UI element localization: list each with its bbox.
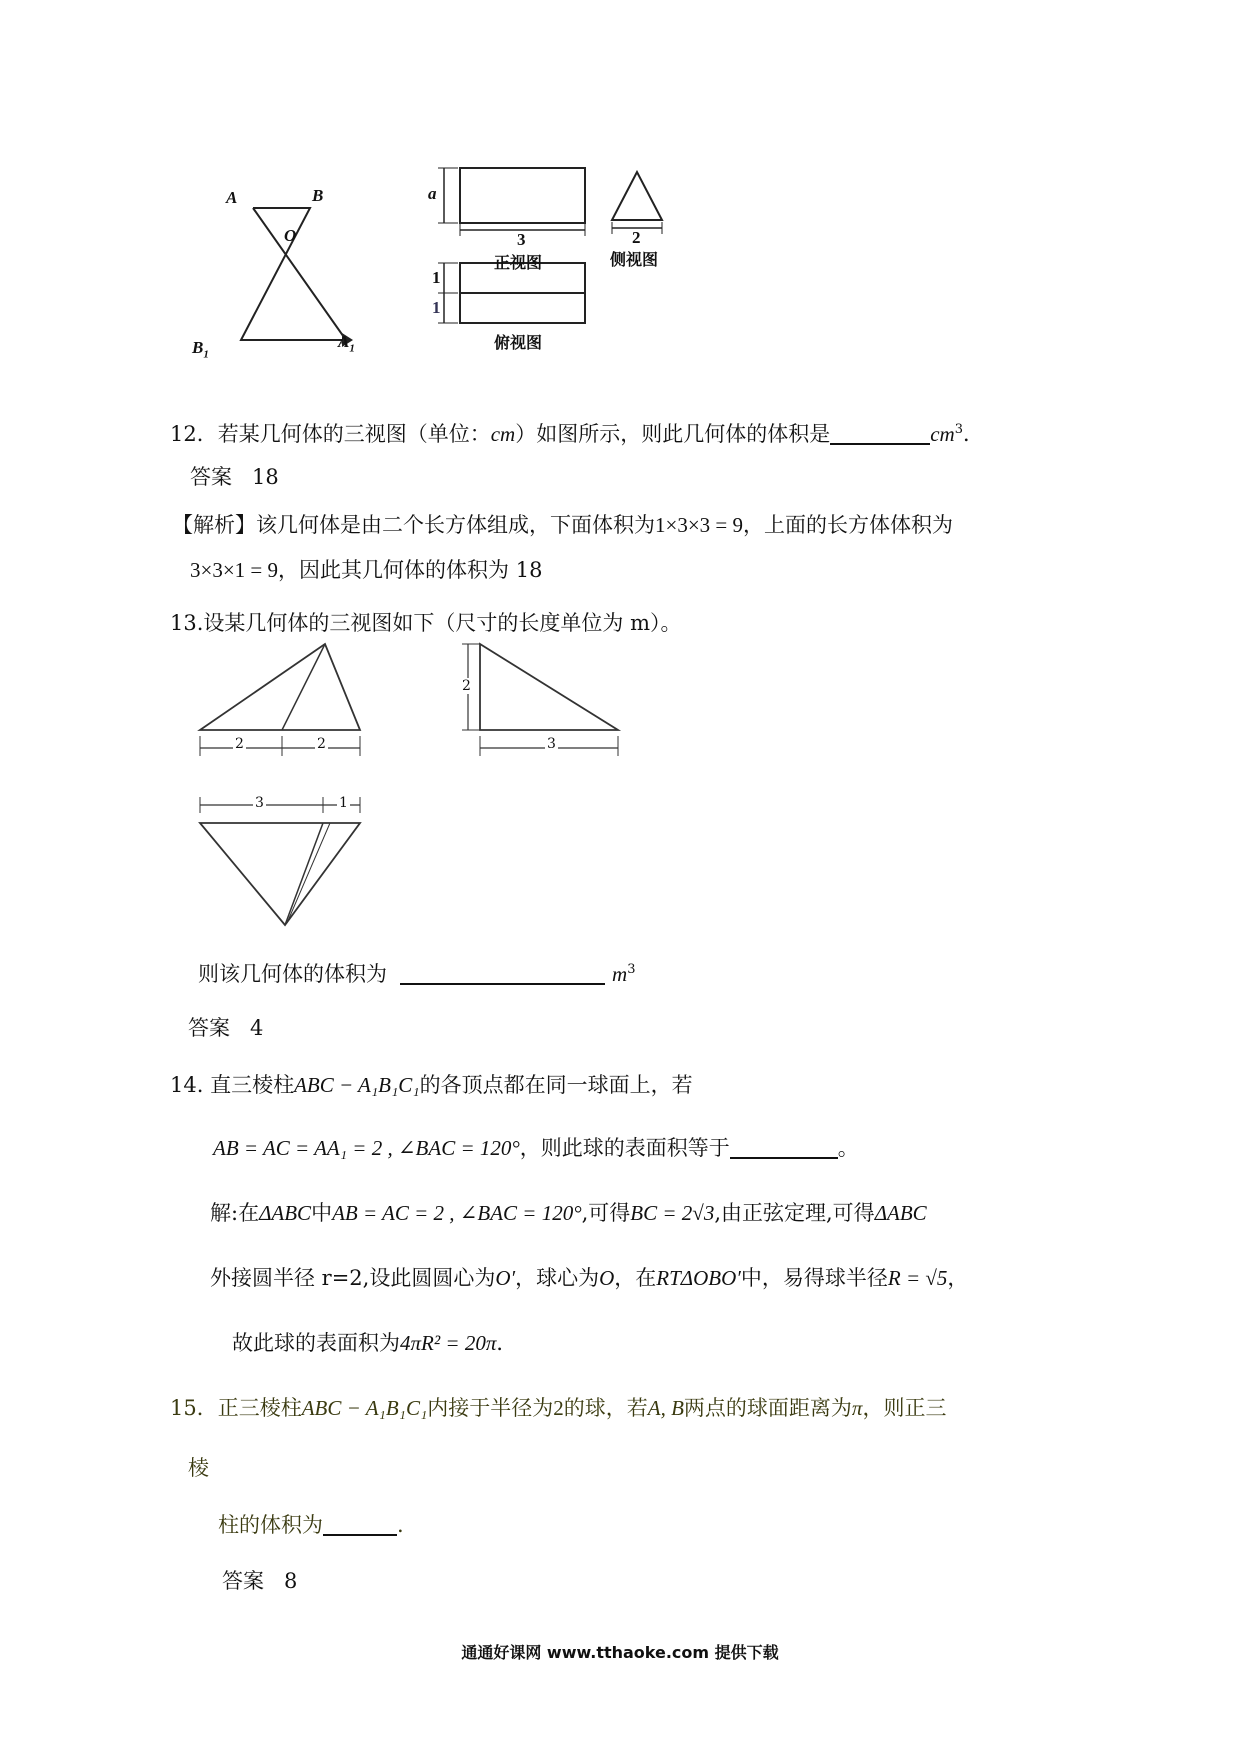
- q12-stem: 12．若某几何体的三视图（单位：cm）如图所示，则此几何体的体积是 $cm^3$．: [170, 422, 985, 446]
- q14-solution-line3: 故此球的表面积为4πR² = 20π．: [232, 1331, 518, 1355]
- side-width-label: 2: [632, 228, 641, 247]
- q13-front-view: [195, 640, 415, 765]
- q13-top-view-diagram: [195, 795, 415, 935]
- q14-solution-line1: 解:在ΔABC中AB = AC = 2 , ∠BAC = 120°,可得BC = 2√3,由正弦定理,可得ΔABC: [210, 1201, 927, 1225]
- q14-solution-line2: 外接圆半径 r=2,设此圆圆心为O′，球心为O，在RTΔOBO′中，易得球半径R = √5，: [210, 1266, 969, 1290]
- fig1-three-views: [420, 150, 720, 390]
- top-upper-label: 1: [432, 268, 441, 287]
- q13-front-view-diagram: [195, 640, 415, 765]
- q15-line3: 柱的体积为 .: [218, 1513, 404, 1537]
- side-view-caption: 侧视图: [610, 250, 659, 269]
- q12-analysis-line2: 3×3×1 = 9，因此其几何体的体积为 18: [190, 558, 543, 582]
- q13-top-dim-right: 1: [339, 795, 348, 811]
- q15-answer: 答案 8: [222, 1569, 298, 1593]
- point-label-a1: $A_1$: [338, 332, 355, 355]
- q13-side-view: [460, 640, 630, 765]
- q15-answer-blank[interactable]: [323, 1512, 397, 1536]
- q14-line2: AB = AC = AA₁ = 2 , ∠BAC = 120°，则此球的表面积等于 。: [213, 1136, 859, 1160]
- q12-analysis-line1: 【解析】该几何体是由二个长方体组成，下面体积为1×3×3 = 9，上面的长方体体积为: [172, 513, 954, 537]
- q12-answer-blank[interactable]: [830, 421, 930, 445]
- fig1-crossed-triangles: [188, 160, 403, 360]
- three-views-diagram: [420, 150, 720, 390]
- top-lower-label: 1: [432, 298, 441, 317]
- q13-question: 则该几何体的体积为 $m^3$: [198, 962, 636, 986]
- q13-front-dim-right: 2: [317, 736, 326, 752]
- q15-line1: 15．正三棱柱ABC − A₁B₁C₁内接于半径为2的球，若A, B两点的球面距离为π，则正三: [170, 1396, 947, 1420]
- q13-side-dim-width: 3: [547, 736, 556, 752]
- top-view-caption: 俯视图: [494, 333, 543, 352]
- crossed-triangles-diagram: [188, 160, 403, 360]
- point-label-o: O: [284, 226, 297, 245]
- front-width-label: 3: [517, 230, 526, 249]
- point-label-b1: $B_1$: [192, 338, 209, 361]
- q13-side-dim-height: 2: [462, 678, 471, 694]
- q12-answer: 答案 18: [190, 465, 279, 489]
- page-footer: 通通好课网 www.tthaoke.com 提供下载: [461, 1643, 779, 1662]
- point-label-b: B: [312, 186, 324, 205]
- q14-answer-blank[interactable]: [730, 1135, 838, 1159]
- front-height-label: a: [428, 184, 437, 203]
- q13-answer-blank[interactable]: [400, 961, 605, 985]
- point-label-a: A: [226, 188, 238, 207]
- q13-front-dim-left: 2: [235, 736, 244, 752]
- q13-top-view: [195, 795, 415, 935]
- q13-stem: 13.设某几何体的三视图如下（尺寸的长度单位为 m）。: [170, 611, 682, 635]
- q14-line1: 14. 直三棱柱ABC − A₁B₁C₁的各顶点都在同一球面上，若: [170, 1073, 693, 1097]
- q15-line2: 棱: [188, 1456, 209, 1480]
- q13-top-dim-left: 3: [255, 795, 264, 811]
- front-view-caption: 正视图: [494, 253, 543, 272]
- q13-answer: 答案 4: [188, 1016, 264, 1040]
